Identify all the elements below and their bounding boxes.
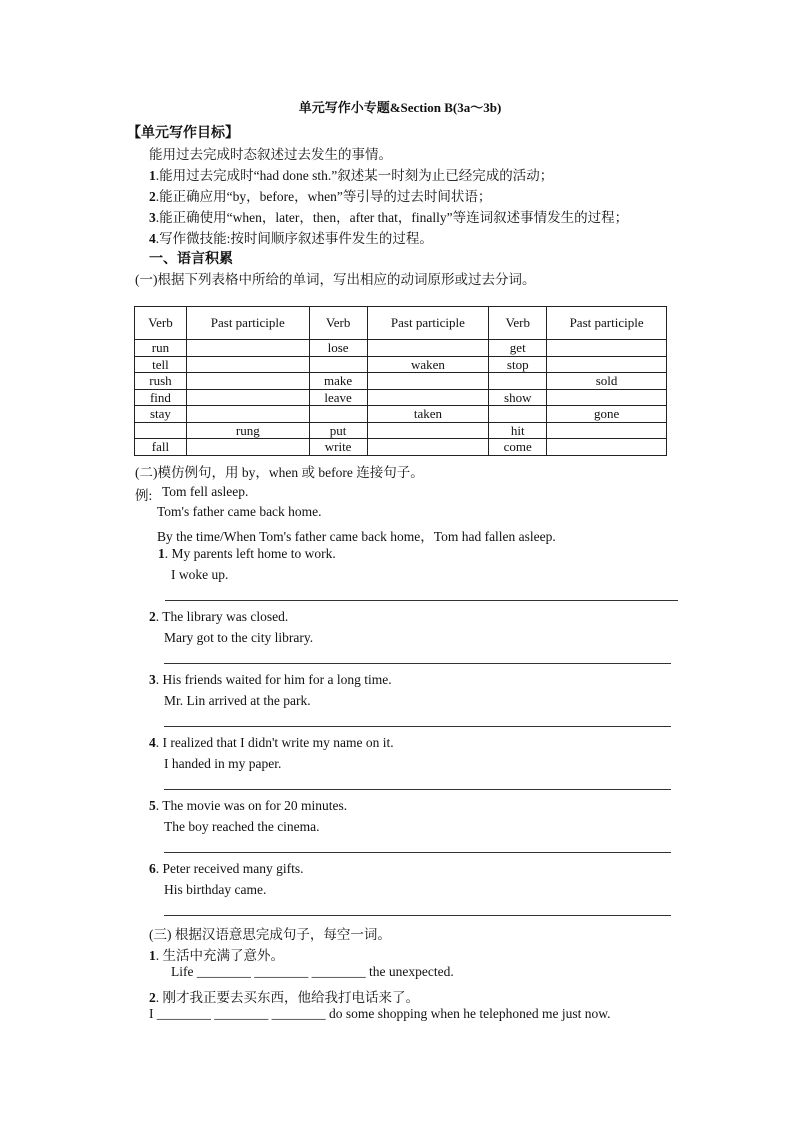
answer-line[interactable] (164, 852, 671, 853)
translation-chinese: . 刚才我正要去买东西，他给我打电话来了。 (155, 990, 419, 1005)
table-cell: run (135, 340, 187, 357)
exercise-sentence-2: I handed in my paper. (164, 756, 282, 771)
exercise-number: 3 (149, 672, 156, 687)
table-cell: gone (547, 406, 667, 423)
table-cell: come (489, 439, 547, 456)
table-cell[interactable] (489, 406, 547, 423)
table-row (135, 389, 667, 406)
table-cell[interactable] (547, 340, 667, 357)
table-cell: stay (135, 406, 187, 423)
table-cell[interactable] (547, 356, 667, 373)
translation-prompt (149, 986, 419, 1006)
exercise-sentence-2: I woke up. (171, 567, 229, 582)
exercise-number: 4 (149, 735, 156, 750)
translation-blank-sentence[interactable]: I ________ ________ ________ do some shopping when he telephoned me just now. (149, 1006, 611, 1021)
example-answer: By the time/When Tom's father came back home，Tom had fallen asleep. (157, 529, 556, 544)
goals-intro: 能用过去完成时态叙述过去发生的事情。 (149, 147, 392, 162)
section-heading: 一、语言积累 (149, 252, 233, 267)
goal-text: .能用过去完成时“had done sth.”叙述某一时刻为止已经完成的活动； (155, 168, 554, 183)
exercise-sentence-1 (149, 735, 394, 751)
exercise-sentence-1 (149, 861, 303, 877)
translation-number: 1 (149, 948, 156, 963)
goal-number: 2 (149, 189, 156, 204)
translation-prompt (149, 944, 284, 964)
goal-number: 1 (149, 168, 156, 183)
table-cell: tell (135, 356, 187, 373)
exercise-text: . The library was closed. (155, 609, 289, 624)
table-header: Verb (489, 307, 547, 340)
answer-line[interactable] (165, 600, 678, 601)
table-cell[interactable] (186, 340, 309, 357)
exercise-sentence-1 (149, 798, 347, 814)
table-cell: write (309, 439, 367, 456)
page-title: 单元写作小专题&Section B(3a～3b) (298, 100, 502, 115)
goals-heading: 【单元写作目标】 (127, 126, 239, 141)
table-cell: rung (186, 422, 309, 439)
table-cell[interactable] (367, 340, 489, 357)
exercise-number: 2 (149, 609, 156, 624)
table-cell[interactable] (186, 406, 309, 423)
exercise-sentence-2: The boy reached the cinema. (164, 819, 320, 834)
part2-instruction: (二)模仿例句，用 by，when 或 before 连接句子。 (135, 465, 424, 480)
answer-line[interactable] (164, 789, 671, 790)
exercise-sentence-2: Mr. Lin arrived at the park. (164, 693, 311, 708)
exercise-number: 6 (149, 861, 156, 876)
table-row (135, 373, 667, 390)
translation-blank-sentence[interactable]: Life ________ ________ ________ the unexpected. (171, 964, 454, 979)
exercise-sentence-1 (149, 609, 288, 625)
exercise-number: 5 (149, 798, 156, 813)
example-sentence-2: Tom's father came back home. (157, 504, 322, 519)
table-cell: get (489, 340, 547, 357)
exercise-text: . My parents left home to work. (164, 546, 336, 561)
goal-item (149, 185, 491, 205)
table-header-row (135, 307, 667, 340)
table-cell[interactable] (367, 422, 489, 439)
table-cell: stop (489, 356, 547, 373)
table-cell[interactable] (309, 356, 367, 373)
goal-text: .能正确使用“when，later，then，after that，finally”等连词叙述事情发生的过程； (155, 210, 629, 225)
table-cell[interactable] (489, 373, 547, 390)
exercise-sentence-2: Mary got to the city library. (164, 630, 314, 645)
table-cell: sold (547, 373, 667, 390)
verb-table (134, 306, 667, 456)
table-row (135, 422, 667, 439)
exercise-text: . His friends waited for him for a long time. (155, 672, 392, 687)
goal-text: .写作微技能:按时间顺序叙述事件发生的过程。 (155, 231, 433, 246)
part1-instruction: (一)根据下列表格中所给的单词，写出相应的动词原形或过去分词。 (135, 272, 536, 287)
table-cell: waken (367, 356, 489, 373)
table-cell[interactable] (547, 422, 667, 439)
table-cell[interactable] (367, 439, 489, 456)
table-header: Past participle (547, 307, 667, 340)
table-cell[interactable] (547, 389, 667, 406)
exercise-number: 1 (158, 546, 165, 561)
table-cell: put (309, 422, 367, 439)
goal-text: .能正确应用“by，before，when”等引导的过去时间状语； (155, 189, 492, 204)
table-row (135, 356, 667, 373)
answer-line[interactable] (164, 726, 671, 727)
exercise-sentence-2: His birthday came. (164, 882, 267, 897)
table-row (135, 406, 667, 423)
table-header: Verb (135, 307, 187, 340)
table-row (135, 340, 667, 357)
table-header: Past participle (186, 307, 309, 340)
table-cell[interactable] (367, 389, 489, 406)
table-cell[interactable] (186, 373, 309, 390)
table-cell[interactable] (135, 422, 187, 439)
answer-line[interactable] (164, 663, 671, 664)
part3-instruction: (三) 根据汉语意思完成句子，每空一词。 (149, 927, 391, 942)
table-header: Verb (309, 307, 367, 340)
table-cell: leave (309, 389, 367, 406)
table-header: Past participle (367, 307, 489, 340)
exercise-sentence-1 (149, 672, 392, 688)
exercise-text: . The movie was on for 20 minutes. (155, 798, 348, 813)
goal-item (149, 227, 433, 247)
table-cell: show (489, 389, 547, 406)
table-cell: fall (135, 439, 187, 456)
table-cell[interactable] (547, 439, 667, 456)
table-cell: lose (309, 340, 367, 357)
translation-number: 2 (149, 990, 156, 1005)
table-cell: taken (367, 406, 489, 423)
exercise-sentence-1 (158, 546, 336, 562)
goal-number: 3 (149, 210, 156, 225)
table-cell: rush (135, 373, 187, 390)
translation-chinese: . 生活中充满了意外。 (155, 948, 284, 963)
table-cell[interactable] (186, 389, 309, 406)
goal-item (149, 206, 628, 226)
table-row (135, 439, 667, 456)
table-cell: make (309, 373, 367, 390)
goal-item (149, 164, 553, 184)
table-cell[interactable] (367, 373, 489, 390)
answer-line[interactable] (164, 915, 671, 916)
exercise-text: . I realized that I didn't write my name on it. (155, 735, 394, 750)
example-sentence-1: Tom fell asleep. (162, 484, 249, 499)
goal-number: 4 (149, 231, 156, 246)
table-cell[interactable] (186, 356, 309, 373)
table-cell[interactable] (309, 406, 367, 423)
table-cell[interactable] (186, 439, 309, 456)
example-label: 例: (135, 488, 153, 503)
exercise-text: . Peter received many gifts. (155, 861, 304, 876)
table-cell: find (135, 389, 187, 406)
table-cell: hit (489, 422, 547, 439)
